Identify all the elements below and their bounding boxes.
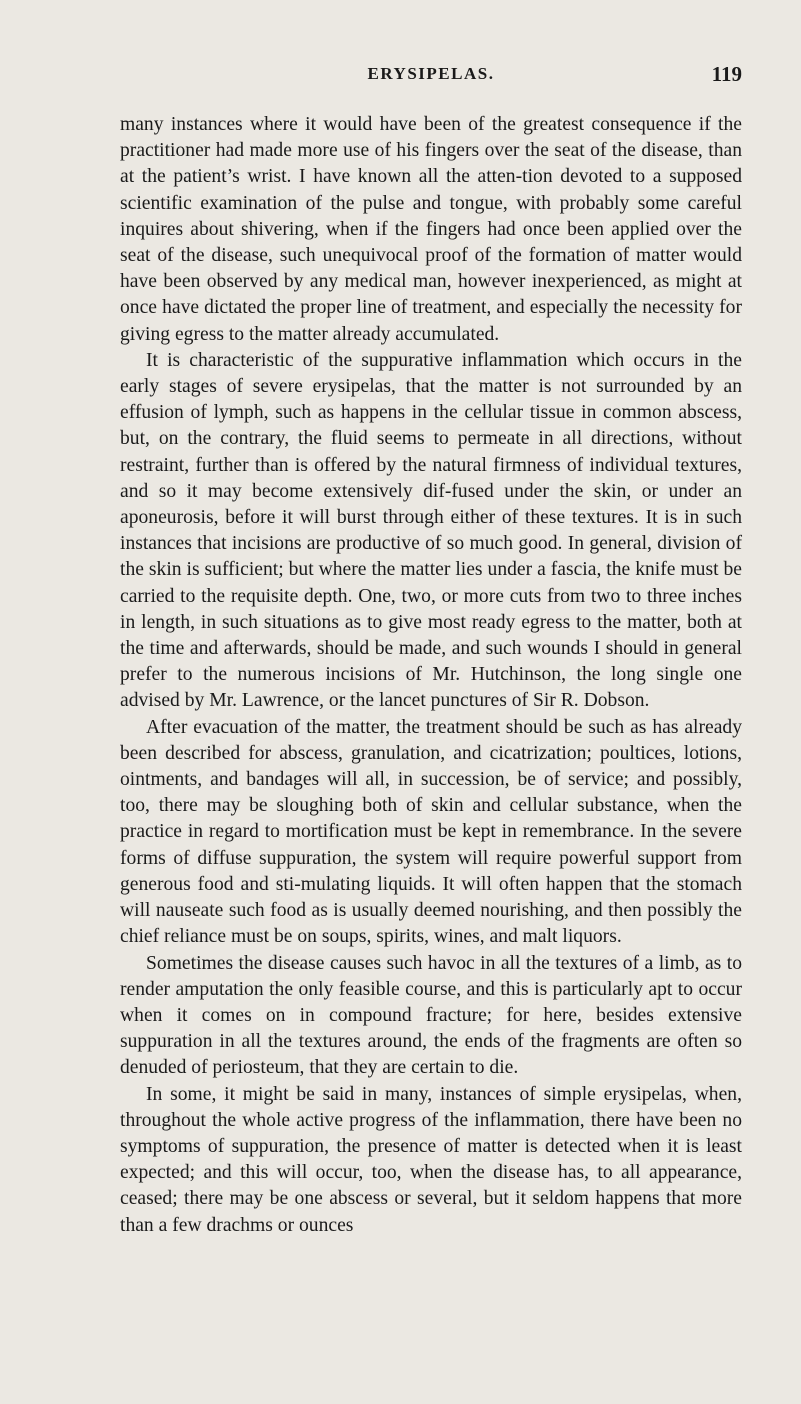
body-text [120,112,742,1239]
paragraph: Sometimes the disease causes such havoc in all the textures of a limb, as to render amputation the only feasible course, and this is particularly apt to occur when it comes on in compound fracture; for here, besides extensive suppuration in all the textures around, the ends of the fragments are often so denuded of periosteum, that they are certain to die. [120,952,742,1079]
paragraph: In some, it might be said in many, instances of simple erysipelas, when, throughout the whole active progress of the inflammation, there have been no symptoms of suppuration, the presence of matter is detected when it is least expected; and this will occur, too, when the disease has, to all appearance, ceased; there may be one abscess or several, but it seldom happens that more than a few drachms or ounces [120,1083,742,1236]
paragraph: many instances where it would have been of the greatest consequence if the practitioner had made more use of his fingers over the seat of the disease, than at the patient’s wrist. I have known all the atten-tion devoted to a supposed scientific examination of the pulse and tongue, with probably some careful inquires about shivering, when if the fingers had once been applied over the seat of the disease, such unequivocal proof of the formation of matter would have been observed by any medical man, however inexperienced, as might at once have dictated the proper line of treatment, and especially the necessity for giving egress to the matter already accumulated. [120,114,742,345]
running-title: ERYSIPELAS. [367,64,495,83]
paragraph: After evacuation of the matter, the treatment should be such as has already been described for abscess, granulation, and cicatrization; poultices, lotions, ointments, and bandages will all, in succession, be of service; and possibly, too, there may be sloughing both of skin and cellular substance, when the practice in regard to mortification must be kept in remembrance. In the severe forms of diffuse suppuration, the system will require powerful support from generous food and sti-mulating liquids. It will often happen that the stomach will nauseate such food as is usually deemed nourishing, and then possibly the chief reliance must be on soups, spirits, wines, and malt liquors. [120,716,742,948]
page-number: 119 [711,62,742,86]
paragraph: It is characteristic of the suppurative inflammation which occurs in the early stages of severe erysipelas, that the matter is not surrounded by an effusion of lymph, such as happens in the cellular tissue in common abscess, but, on the contrary, the fluid seems to permeate in all directions, without restraint, further than is offered by the natural firmness of individual textures, and so it may become extensively dif-fused under the skin, or under an aponeurosis, before it will burst through either of these textures. It is in such instances that incisions are productive of so much good. In general, division of the skin is sufficient; but where the matter lies under a fascia, the knife must be carried to the requisite depth. One, two, or more cuts from two to three inches in length, in such situations as to give most ready egress to the matter, both at the time and afterwards, should be made, and such wounds I should in general prefer to the numerous incisions of Mr. Hutchinson, the long single one advised by Mr. Lawrence, or the lancet punctures of Sir R. Dobson. [120,349,742,712]
running-head [120,60,742,90]
